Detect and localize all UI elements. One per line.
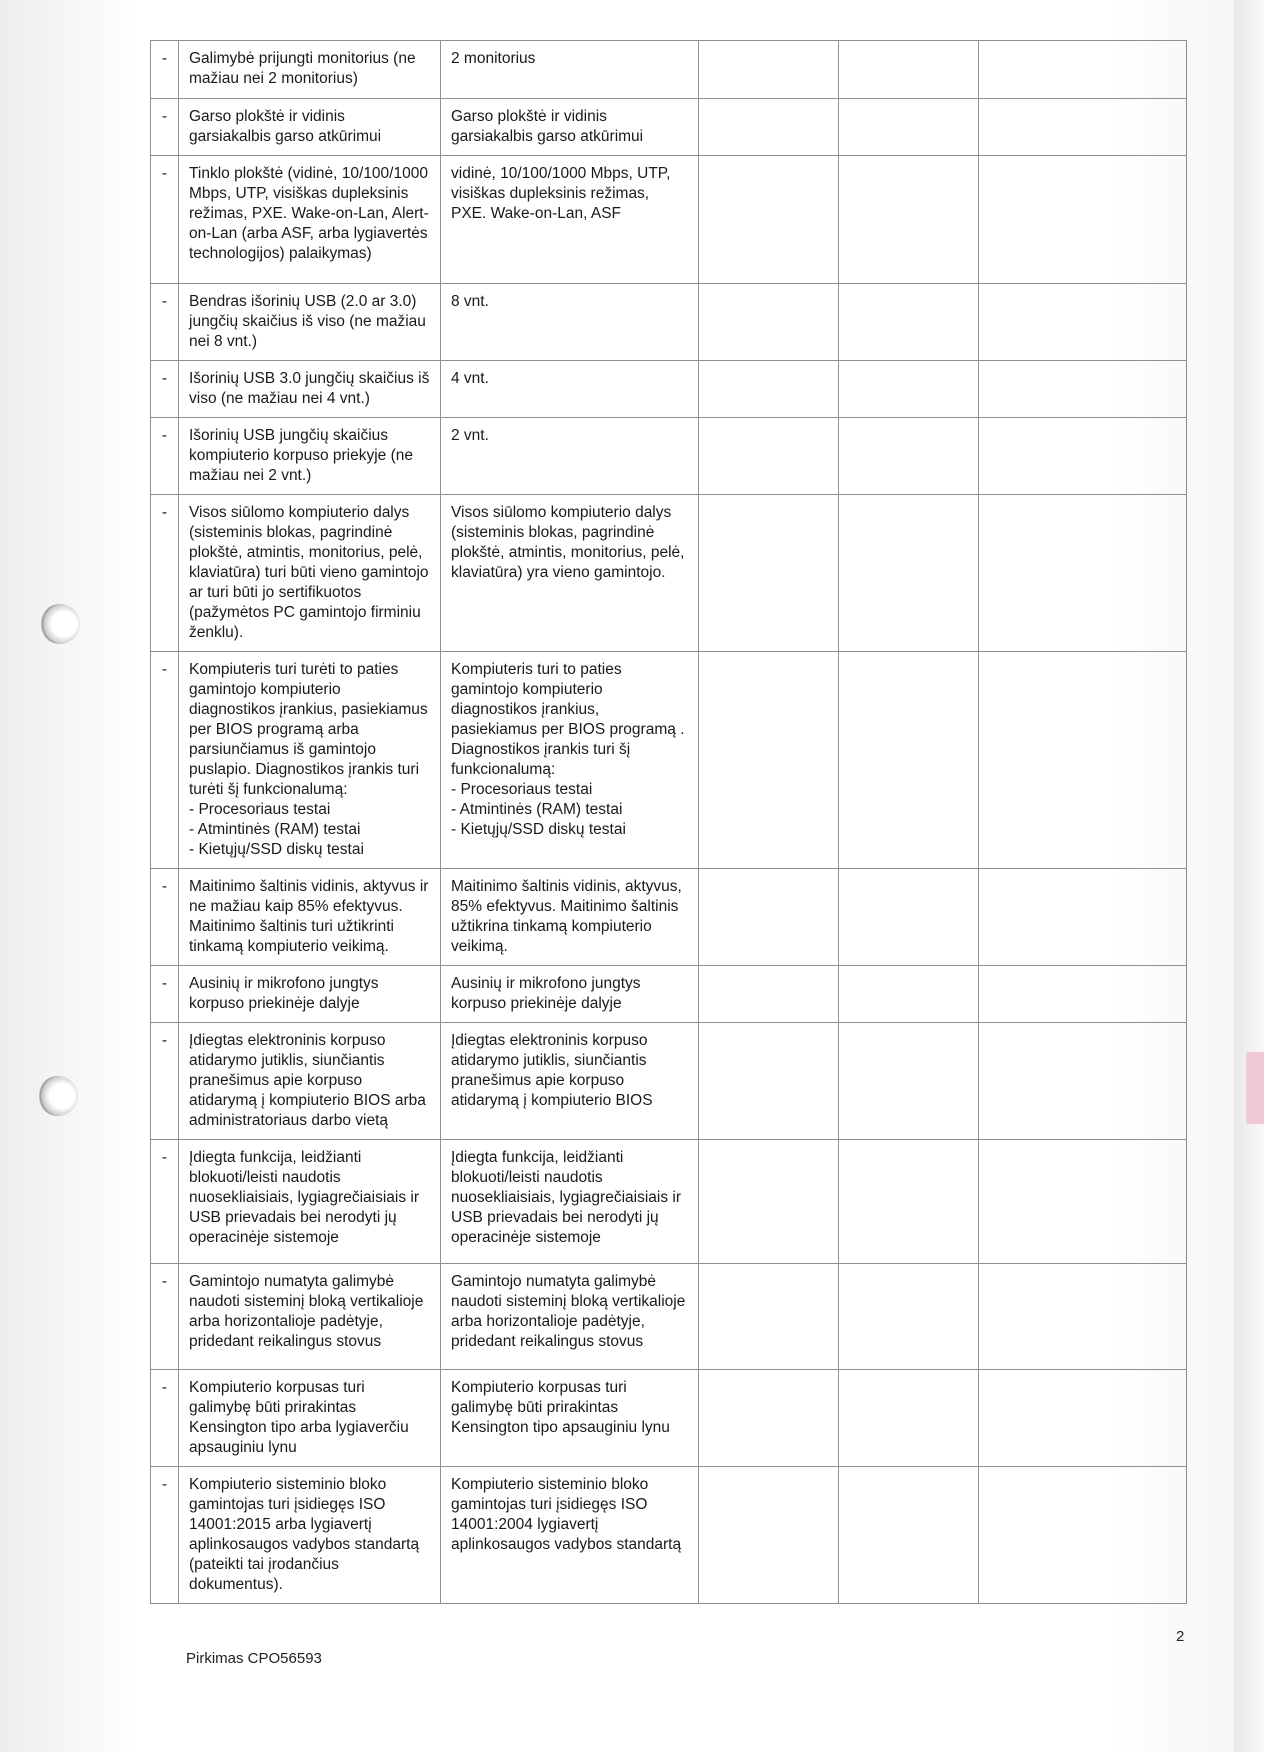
table-row: [151, 966, 1187, 1023]
offer-cell: Gamintojo numatyta galimybė naudoti sisteminį bloką vertikalioje arba horizontalioje padėtyje, pridedant reikalingus stovus: [441, 1264, 699, 1370]
empty-cell: [979, 361, 1187, 418]
empty-cell: [699, 652, 839, 869]
empty-cell: [699, 361, 839, 418]
empty-cell: [839, 1467, 979, 1604]
empty-cell: [979, 1370, 1187, 1467]
offer-cell: 4 vnt.: [441, 361, 699, 418]
empty-cell: [699, 1264, 839, 1370]
table-row: [151, 99, 1187, 156]
row-marker: -: [151, 284, 179, 361]
side-tab-marker: [1246, 1052, 1264, 1124]
empty-cell: [979, 652, 1187, 869]
empty-cell: [699, 284, 839, 361]
row-marker: -: [151, 41, 179, 99]
requirement-cell: Įdiegtas elektroninis korpuso atidarymo jutiklis, siunčiantis pranešimus apie korpuso atidarymą į kompiuterio BIOS arba administratoriaus darbo vietą: [179, 1023, 441, 1140]
offer-cell: 2 vnt.: [441, 418, 699, 495]
table-row: [151, 1023, 1187, 1140]
row-marker: -: [151, 1370, 179, 1467]
requirement-cell: Kompiuteris turi turėti to paties gamintojo kompiuterio diagnostikos įrankius, pasiekiamus per BIOS programą arba parsiunčiamus iš gamintojo puslapio. Diagnostikos įrankis turi turėti šį funkcionalumą: - Procesoriaus testai - Atmintinės (RAM) testai - Kietųjų/SSD diskų testai: [179, 652, 441, 869]
empty-cell: [699, 99, 839, 156]
empty-cell: [839, 418, 979, 495]
row-marker: -: [151, 966, 179, 1023]
table-row: [151, 418, 1187, 495]
empty-cell: [839, 1023, 979, 1140]
empty-cell: [699, 41, 839, 99]
table-row: [151, 1140, 1187, 1264]
requirement-cell: Ausinių ir mikrofono jungtys korpuso priekinėje dalyje: [179, 966, 441, 1023]
empty-cell: [699, 1370, 839, 1467]
row-marker: -: [151, 869, 179, 966]
empty-cell: [699, 156, 839, 284]
requirement-cell: Maitinimo šaltinis vidinis, aktyvus ir ne mažiau kaip 85% efektyvus. Maitinimo šaltinis turi užtikrinti tinkamą kompiuterio veikimą.: [179, 869, 441, 966]
row-marker: -: [151, 99, 179, 156]
empty-cell: [979, 1140, 1187, 1264]
requirement-cell: Gamintojo numatyta galimybė naudoti sisteminį bloką vertikalioje arba horizontalioje padėtyje, pridedant reikalingus stovus: [179, 1264, 441, 1370]
table-row: [151, 284, 1187, 361]
offer-cell: Kompiuterio sisteminio bloko gamintojas turi įsidiegęs ISO 14001:2004 lygiavertį aplinkosaugos vadybos standartą: [441, 1467, 699, 1604]
requirement-cell: Kompiuterio korpusas turi galimybę būti prirakintas Kensington tipo arba lygiaverčiu apsauginiu lynu: [179, 1370, 441, 1467]
empty-cell: [839, 41, 979, 99]
requirement-cell: Tinklo plokštė (vidinė, 10/100/1000 Mbps, UTP, visiškas dupleksinis režimas, PXE. Wake-on-Lan, Alert-on-Lan (arba ASF, arba lygiavertės technologijos) palaikymas): [179, 156, 441, 284]
requirement-cell: Visos siūlomo kompiuterio dalys (sisteminis blokas, pagrindinė plokštė, atmintis, monitorius, pelė, klaviatūra) turi būti vieno gamintojo ar turi būti jo sertifikuotos (pažymėtos PC gamintojo firminiu ženklu).: [179, 495, 441, 652]
row-marker: -: [151, 652, 179, 869]
empty-cell: [839, 361, 979, 418]
empty-cell: [839, 1370, 979, 1467]
empty-cell: [979, 41, 1187, 99]
requirement-cell: Galimybė prijungti monitorius (ne mažiau nei 2 monitorius): [179, 41, 441, 99]
offer-cell: Įdiegtas elektroninis korpuso atidarymo jutiklis, siunčiantis pranešimus apie korpuso atidarymą į kompiuterio BIOS: [441, 1023, 699, 1140]
offer-cell: vidinė, 10/100/1000 Mbps, UTP, visiškas dupleksinis režimas, PXE. Wake-on-Lan, ASF: [441, 156, 699, 284]
row-marker: -: [151, 495, 179, 652]
offer-cell: Įdiegta funkcija, leidžianti blokuoti/leisti naudotis nuosekliaisiais, lygiagrečiaisiais ir USB prievadais bei nerodyti jų operacinėje sistemoje: [441, 1140, 699, 1264]
empty-cell: [839, 99, 979, 156]
row-marker: -: [151, 418, 179, 495]
empty-cell: [979, 418, 1187, 495]
page-edge: [1234, 0, 1264, 1752]
empty-cell: [839, 495, 979, 652]
table-row: [151, 1370, 1187, 1467]
empty-cell: [699, 966, 839, 1023]
offer-cell: Visos siūlomo kompiuterio dalys (sisteminis blokas, pagrindinė plokštė, atmintis, monitorius, pelė, klaviatūra) yra vieno gamintojo.: [441, 495, 699, 652]
punch-hole-top: [40, 604, 80, 644]
empty-cell: [979, 284, 1187, 361]
empty-cell: [979, 966, 1187, 1023]
row-marker: -: [151, 1467, 179, 1604]
requirement-cell: Išorinių USB jungčių skaičius kompiuterio korpuso priekyje (ne mažiau nei 2 vnt.): [179, 418, 441, 495]
punch-hole-bottom: [38, 1076, 78, 1116]
empty-cell: [699, 869, 839, 966]
empty-cell: [979, 869, 1187, 966]
empty-cell: [839, 1264, 979, 1370]
offer-cell: 2 monitorius: [441, 41, 699, 99]
empty-cell: [839, 869, 979, 966]
offer-cell: Kompiuteris turi to paties gamintojo kompiuterio diagnostikos įrankius, pasiekiamus per BIOS programą . Diagnostikos įrankis turi šį funkcionalumą: - Procesoriaus testai - Atmintinės (RAM) testai - Kietųjų/SSD diskų testai: [441, 652, 699, 869]
offer-cell: Garso plokštė ir vidinis garsiakalbis garso atkūrimui: [441, 99, 699, 156]
requirement-cell: Kompiuterio sisteminio bloko gamintojas turi įsidiegęs ISO 14001:2015 arba lygiavertį aplinkosaugos vadybos standartą (pateikti tai įrodančius dokumentus).: [179, 1467, 441, 1604]
empty-cell: [699, 418, 839, 495]
table-row: [151, 1264, 1187, 1370]
offer-cell: Kompiuterio korpusas turi galimybę būti prirakintas Kensington tipo apsauginiu lynu: [441, 1370, 699, 1467]
empty-cell: [699, 1467, 839, 1604]
empty-cell: [839, 966, 979, 1023]
offer-cell: 8 vnt.: [441, 284, 699, 361]
table-row: [151, 361, 1187, 418]
empty-cell: [839, 284, 979, 361]
table-row: [151, 652, 1187, 869]
offer-cell: Ausinių ir mikrofono jungtys korpuso priekinėje dalyje: [441, 966, 699, 1023]
requirement-cell: Garso plokštė ir vidinis garsiakalbis garso atkūrimui: [179, 99, 441, 156]
table-row: [151, 41, 1187, 99]
empty-cell: [699, 1023, 839, 1140]
row-marker: -: [151, 1264, 179, 1370]
row-marker: -: [151, 1140, 179, 1264]
table-row: [151, 495, 1187, 652]
procurement-footer: Pirkimas CPO56593: [186, 1650, 322, 1667]
empty-cell: [839, 156, 979, 284]
requirement-cell: Bendras išorinių USB (2.0 ar 3.0) jungčių skaičius iš viso (ne mažiau nei 8 vnt.): [179, 284, 441, 361]
empty-cell: [979, 495, 1187, 652]
empty-cell: [979, 1264, 1187, 1370]
requirement-cell: Išorinių USB 3.0 jungčių skaičius iš viso (ne mažiau nei 4 vnt.): [179, 361, 441, 418]
empty-cell: [839, 1140, 979, 1264]
table-row: [151, 156, 1187, 284]
row-marker: -: [151, 1023, 179, 1140]
scan-shadow: [0, 0, 140, 1752]
empty-cell: [699, 1140, 839, 1264]
table-row: [151, 869, 1187, 966]
offer-cell: Maitinimo šaltinis vidinis, aktyvus, 85% efektyvus. Maitinimo šaltinis užtikrina tinkamą kompiuterio veikimą.: [441, 869, 699, 966]
row-marker: -: [151, 361, 179, 418]
page-number: 2: [1176, 1628, 1185, 1645]
empty-cell: [979, 156, 1187, 284]
row-marker: -: [151, 156, 179, 284]
empty-cell: [979, 1467, 1187, 1604]
requirement-cell: Įdiegta funkcija, leidžianti blokuoti/leisti naudotis nuosekliaisiais, lygiagrečiaisiais ir USB prievadais bei nerodyti jų operacinėje sistemoje: [179, 1140, 441, 1264]
empty-cell: [979, 99, 1187, 156]
empty-cell: [979, 1023, 1187, 1140]
table-row: [151, 1467, 1187, 1604]
specification-table: [150, 40, 1187, 1604]
empty-cell: [699, 495, 839, 652]
empty-cell: [839, 652, 979, 869]
